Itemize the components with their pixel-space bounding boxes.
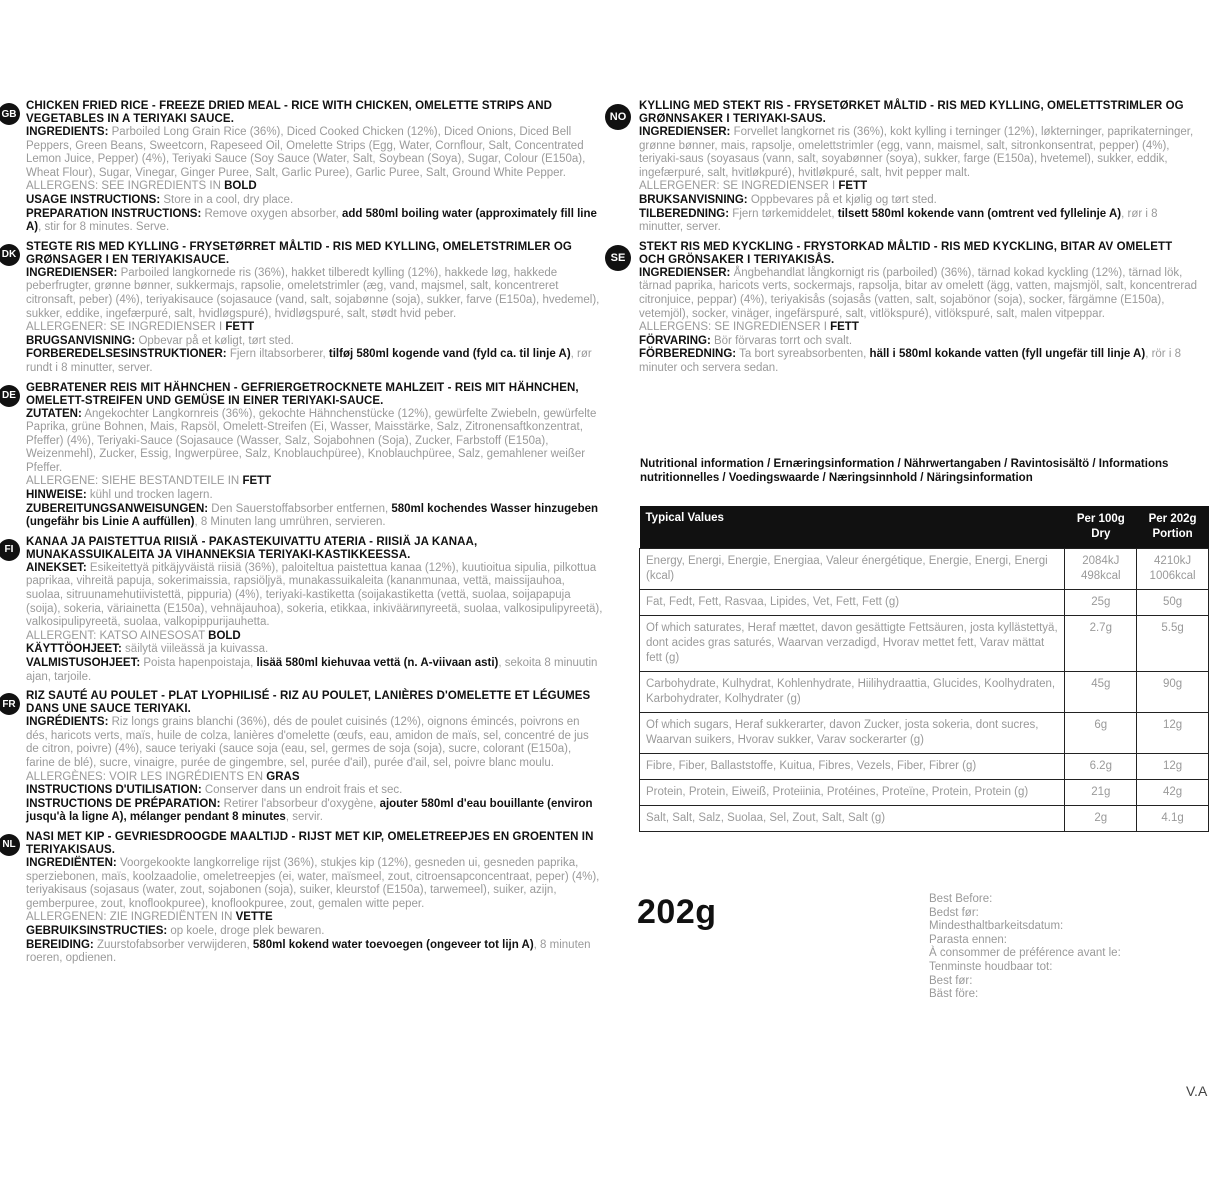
ingredients-text <box>26 408 603 476</box>
best-before-label: Bedst før: <box>929 906 979 919</box>
preparation-finish: , rør i 8 minutter, server. <box>639 207 1158 234</box>
preparation-step: Den Sauerstoffabsorber entfernen, <box>211 502 389 515</box>
usage-text <box>26 925 603 939</box>
allergens-text <box>26 321 603 335</box>
nutrition-table <box>639 506 1209 832</box>
usage-label: GEBRUIKSINSTRUCTIES: <box>26 924 168 937</box>
preparation-label: FORBEREDELSESINSTRUKTIONER: <box>26 348 227 361</box>
nutrient-per-portion: 90g <box>1137 672 1209 713</box>
preparation-step: Poista hapenpoistaja, <box>143 657 254 669</box>
best-before-label: Parasta ennen: <box>929 933 1008 946</box>
preparation-text <box>26 657 603 684</box>
allergens-emphasis: GRAS <box>266 770 300 783</box>
preparation-text <box>639 208 1200 235</box>
preparation-water-amount: häll i 580ml kokande vatten (fyll ungefär till linje A) <box>869 348 1146 361</box>
language-section-no <box>603 100 1200 235</box>
language-section-dk <box>0 241 603 376</box>
ingredients-label: INGREDIENSER: <box>639 126 731 138</box>
allergens-note: ALLERGENS: SEE INGREDIENTS IN <box>26 180 221 193</box>
preparation-step: Retirer l'absorbeur d'oxygène, <box>223 797 377 810</box>
usage-instructions: säilytä viileässä ja kuivassa. <box>125 643 269 656</box>
best-before-label: Mindesthaltbarkeitsdatum: <box>929 920 1064 933</box>
allergens-text <box>26 475 603 489</box>
allergens-emphasis: FETT <box>830 321 859 334</box>
preparation-label: BEREIDING: <box>26 938 94 951</box>
ingredients-list: Parboiled Long Grain Rice (36%), Diced Cooked Chicken (12%), Diced Onions, Diced Bell Peppers, Green Beans, Sweetcorn, Rapeseed Oil, Omelette Strips (Egg, Water, Cornflour, Salt, Concentrated Lemon Juice, Pepper) (4%), Teriyaki Sauce (Soy Sauce (Water, Salt, Soybean (Soya), Sugar, Colour (E150a), Wheat Flour), Sugar, Vinegar, Ginger Puree, Salt, Garlic Puree), Garlic Puree, Salt, Ground White Pepper. <box>26 126 586 179</box>
nutrition-header-row <box>640 506 1209 549</box>
allergens-text <box>639 180 1200 194</box>
product-title: STEGTE RIS MED KYLLING - FRYSETØRRET MÅLTID - RIS MED KYLLING, OMELETSTRIMLER OG GRØNSAGER I EN TERIYAKISAUCE. <box>26 240 572 266</box>
ingredients-list: Parboiled langkornede ris (36%), hakket tilberedt kylling (12%), hakkede løg, hakkede peberfrugter, grønne bønner, sukkermajs, rapsolie, omeletstrimler (æg, vand, majsmel, salt, koncentreret citronsaft, peber) (4%), teriyakisauce (sojasauce (vand, salt, sojabønne (soja), sukker, farve (E150a), hvedemel), sukker, eddike, ingefærpuré, salt, hvidløgspuré), hvidløgspuré, salt, stødt hvid peber. <box>26 266 600 320</box>
language-section-gb <box>0 100 603 235</box>
ingredients-list: Angekochter Langkornreis (36%), gekochte Hähnchenstücke (12%), gewürfelte Zwiebeln, gewürfelte Paprika, grüne Bohnen, Mais, Rapsöl, Omelett-Streifen (Ei, Wasser, Maisstärke, Salz, Zitronensaftkonzentrat, Pfeffer) (4%), Teriyaki-Sauce (Sojasauce (Wasser, Salz, Sojabohnen (Soja), Zucker, Farbstoff (E150a), Weizenmehl), Zucker, Essig, Ingwerpüree, Salz, Knoblauchpüree), Knoblauchpüree, Salz, gemahlener weißer Pfeffer. <box>26 407 597 474</box>
ingredients-label: INGREDIENSER: <box>26 266 118 279</box>
ingredients-text <box>26 716 603 770</box>
nutrition-row <box>640 549 1209 590</box>
corner-text: V.A <box>1186 1083 1208 1099</box>
per-portion-header: Per 202g Portion <box>1137 506 1209 549</box>
usage-instructions: Bör förvaras torrt och svalt. <box>713 334 853 347</box>
nutrient-label: Of which saturates, Heraf mættet, davon gesättigte Fettsäuren, josta kyllästettyä, dont acides gras saturés, Waarvan verzadigd, Hvorav mettet fett, Varav mättat fett (g) <box>640 616 1065 672</box>
nutrition-row <box>640 754 1209 780</box>
allergens-text <box>26 911 603 925</box>
nutrient-per-portion: 42g <box>1137 780 1209 806</box>
nutrient-per-100g: 25g <box>1065 590 1137 616</box>
allergens-emphasis: FETT <box>242 475 272 488</box>
preparation-step: Fjern iltabsorberer, <box>229 348 326 361</box>
usage-instructions: kühl und trocken lagern. <box>89 489 213 502</box>
ingredients-label: INGREDIENTS: <box>26 126 109 138</box>
product-title: CHICKEN FRIED RICE - FREEZE DRIED MEAL - RICE WITH CHICKEN, OMELETTE STRIPS AND VEGETABLES IN A TERIYAKI SAUCE. <box>26 100 553 125</box>
best-before-label: Bäst före: <box>929 988 979 1001</box>
allergens-note: ALLERGENER: SE INGREDIENSER I <box>639 180 836 193</box>
nutrition-heading: Nutritional information / Ernæringsinformation / Nährwertangaben / Ravintosisältö / Informations nutritionnelles / Voedingswaarde / Næringsinnhold / Näringsinformation <box>640 458 1169 484</box>
nutrition-row <box>640 713 1209 754</box>
ingredients-text <box>26 126 603 180</box>
ingredients-text <box>26 267 603 321</box>
allergens-note: ALLERGÈNES: VOIR LES INGRÉDIENTS EN <box>26 770 264 783</box>
preparation-water-amount: 580ml kochendes Wasser hinzugeben (ungefähr bis Linie A auffüllen) <box>26 502 599 529</box>
nutrient-label: Of which sugars, Heraf sukkerarter, davon Zucker, josta sokeria, dont sucres, Waarvan suikers, Hvorav sukker, Varav sockerarter (g) <box>640 713 1065 754</box>
preparation-water-amount: ajouter 580ml d'eau bouillante (environ jusqu'à la ligne A), mélanger pendant 8 minutes <box>26 797 593 824</box>
preparation-finish: , rør rundt i 8 minutter, server. <box>26 348 592 374</box>
preparation-text <box>26 503 603 530</box>
preparation-text <box>26 348 603 375</box>
nutrient-per-100g: 45g <box>1065 672 1137 713</box>
allergens-emphasis: FETT <box>838 180 868 193</box>
usage-instructions: Conserver dans un endroit frais et sec. <box>204 784 403 797</box>
preparation-text <box>26 939 603 966</box>
left-column <box>0 100 603 972</box>
preparation-step: Remove oxygen absorber, <box>204 207 339 220</box>
nutrient-label: Protein, Protein, Eiweiß, Proteiinia, Protéines, Proteïne, Protein, Protein (g) <box>640 780 1065 806</box>
usage-text <box>26 335 603 349</box>
usage-text <box>26 643 603 657</box>
usage-instructions: Oppbevares på et kjølig og tørt sted. <box>750 193 937 206</box>
nutrient-label: Fibre, Fiber, Ballaststoffe, Kuitua, Fibres, Vezels, Fiber, Fibrer (g) <box>640 754 1065 780</box>
preparation-finish: , 8 Minuten lang umrühren, servieren. <box>194 516 386 529</box>
preparation-text <box>26 208 603 235</box>
usage-label: BRUGSANVISNING: <box>26 334 136 347</box>
country-code-badge: FI <box>0 539 20 561</box>
allergens-emphasis: FETT <box>225 321 255 334</box>
ingredients-label: INGRÉDIENTS: <box>26 716 109 729</box>
preparation-label: INSTRUCTIONS DE PRÉPARATION: <box>26 797 221 810</box>
preparation-label: ZUBEREITUNGSANWEISUNGEN: <box>26 502 209 515</box>
nutrient-per-portion: 4210kJ 1006kcal <box>1137 549 1209 590</box>
product-title: STEKT RIS MED KYCKLING - FRYSTORKAD MÅLTID - RIS MED KYCKLING, BITAR AV OMELETT OCH GRÖNSAKER I TERIYAKISÅS. <box>639 240 1173 266</box>
preparation-text <box>639 348 1200 375</box>
preparation-water-amount: tilsett 580ml kokende vann (omtrent ved fyllelinje A) <box>837 207 1122 220</box>
nutrient-per-portion: 50g <box>1137 590 1209 616</box>
preparation-water-amount: add 580ml boiling water (approximately fill line A) <box>26 207 597 234</box>
nutrient-per-100g: 6.2g <box>1065 754 1137 780</box>
ingredients-label: AINEKSET: <box>26 561 87 574</box>
preparation-step: Zuurstofabsorber verwijderen, <box>96 938 250 951</box>
per-100g-header: Per 100g Dry <box>1065 506 1137 549</box>
ingredients-list: Forvellet langkornet ris (36%), kokt kylling i terninger (12%), løkterninger, paprikaterninger, grønne bønner, mais, rapsolje, omelettstrimler (egg, vann, maismel, salt, sitronkonsentrat, pepper) (4%), teriyaki-saus (soyasaus (vann, salt, soyabønner (soya), sukker, farge (E150a), hvetemel), sukker, eddik, ingefærpuré, salt, hvitløkpuré), hvitløkpuré, salt, hvit pepper malt. <box>639 126 1194 179</box>
typical-values-header: Typical Values <box>640 506 1065 549</box>
nutrient-per-100g: 2084kJ 498kcal <box>1065 549 1137 590</box>
allergens-note: ALLERGENS: SE INGREDIENSER I <box>639 321 827 334</box>
preparation-step: Fjern tørkemiddelet, <box>732 207 835 220</box>
product-title: KYLLING MED STEKT RIS - FRYSETØRKET MÅLTID - RIS MED KYLLING, OMELETTSTRIMLER OG GRØNNSAKER I TERIYAKI-SAUS. <box>639 100 1184 125</box>
usage-text <box>26 489 603 503</box>
usage-instructions: Store in a cool, dry place. <box>163 193 294 206</box>
allergens-note: ALLERGENT: KATSO AINESOSAT <box>26 629 205 642</box>
product-title: RIZ SAUTÉ AU POULET - PLAT LYOPHILISÉ - RIZ AU POULET, LANIÈRES D'OMELETTE ET LÉGUMES DANS UNE SAUCE TERIYAKI. <box>26 690 591 716</box>
ingredients-label: INGREDIENSER: <box>639 266 731 279</box>
usage-label: BRUKSANVISNING: <box>639 193 748 206</box>
ingredients-label: INGREDIËNTEN: <box>26 856 117 869</box>
best-before-label: Best Before: <box>929 893 993 905</box>
ingredients-list: Esikeitettyä pitkäjyväistä riisiä (36%), paloiteltua paistettua kanaa (12%), kuutioitua sipulia, pilkottua paprikaa, vihreitä papuja, sokerimaissia, rapsiöljyä, munakassuikaleita (kananmunaa, vettä, maissijauhoa, suolaa, sitruunamehutiivistettä, pippuria) (4%), teriyaki-kastiketta (soijakastiketta (vettä, suolaa, soijapapuja (soija), sokeria, väriainetta (E150a), vehnäjauhoa), sokeria, etikkaa, inkiväärипyreetä, suolaa, valkosipulipyreetä), valkosipulipyreetä, suolaa, valkopippurijauhetta. <box>26 561 603 629</box>
preparation-water-amount: tilføj 580ml kogende vand (fyld ca. til linje A) <box>328 348 571 361</box>
country-code-badge: FR <box>0 693 20 715</box>
nutrition-row <box>640 780 1209 806</box>
country-code-badge: SE <box>605 245 631 271</box>
best-before-list <box>929 893 1121 1002</box>
preparation-water-amount: 580ml kokend water toevoegen (ongeveer tot lijn A) <box>252 938 534 951</box>
preparation-text <box>26 798 603 825</box>
preparation-finish: , servir. <box>285 811 323 824</box>
language-section-fi <box>0 536 603 684</box>
usage-instructions: Opbevar på et køligt, tørt sted. <box>138 334 294 347</box>
nutrient-label: Salt, Salt, Salz, Suolaa, Sel, Zout, Salt, Salt (g) <box>640 806 1065 832</box>
ingredients-text <box>26 857 603 911</box>
preparation-finish: , stir for 8 minutes. Serve. <box>38 221 170 234</box>
language-section-nl <box>0 831 603 966</box>
product-title: KANAA JA PAISTETTUA RIISIÄ - PAKASTEKUIVATTU ATERIA - RIISIÄ JA KANAA, MUNAKASSUIKALEITA JA VIHANNEKSIA TERIYAKI-KASTIKKEESSA. <box>26 535 478 561</box>
allergens-emphasis: BOLD <box>224 180 257 193</box>
usage-text <box>639 194 1200 208</box>
usage-text <box>639 335 1200 349</box>
product-title: GEBRATENER REIS MIT HÄHNCHEN - GEFRIERGETROCKNETE MAHLZEIT - REIS MIT HÄHNCHEN, OMELETT-STREIFEN UND GEMÜSE IN EINER TERIYAKI-SAUCE. <box>26 381 579 407</box>
country-code-badge: DE <box>0 385 20 407</box>
best-before-label: À consommer de préférence avant le: <box>929 947 1121 960</box>
nutrient-per-100g: 2.7g <box>1065 616 1137 672</box>
preparation-finish: , sekoita 8 minuutin ajan, tarjoile. <box>26 657 598 683</box>
usage-label: KÄYTTÖOHJEET: <box>26 643 122 656</box>
nutrition-row <box>640 616 1209 672</box>
ingredients-text <box>639 267 1200 321</box>
nutrition-row <box>640 806 1209 832</box>
ingredients-list: Voorgekookte langkorrelige rijst (36%), stukjes kip (12%), gesneden ui, gesneden paprika, sperziebonen, maïs, koolzaadolie, omeletreepjes (ei, water, maïsmeel, zout, citroensapconcentraat, peper) (4%), teriyakisaus (sojasaus (water, zout, sojabonen (soja), suiker, kleurstof (E150a), tarwemeel), suiker, azijn, gemberpuree, zout, knoflookpuree), knoflookpuree, zout, gemalen witte peper. <box>26 856 600 910</box>
preparation-label: VALMISTUSOHJEET: <box>26 657 141 669</box>
allergens-note: ALLERGENER: SE INGREDIENSER I <box>26 321 223 334</box>
nutrition-row <box>640 590 1209 616</box>
product-title: NASI MET KIP - GEVRIESDROOGDE MAALTIJD - RIJST MET KIP, OMELETREEPJES EN GROENTEN IN TERIYAKISAUS. <box>26 830 594 856</box>
right-column <box>603 100 1200 382</box>
preparation-label: TILBEREDNING: <box>639 207 730 220</box>
country-code-badge: GB <box>0 103 20 125</box>
language-section-fr <box>0 690 603 825</box>
net-weight: 202g <box>637 893 717 931</box>
nutrition-row <box>640 672 1209 713</box>
preparation-step: Ta bort syreabsorbenten, <box>739 348 867 361</box>
nutrient-per-100g: 6g <box>1065 713 1137 754</box>
country-code-badge: DK <box>0 244 20 266</box>
ingredients-list: Ångbehandlat långkornigt ris (parboiled) (36%), tärnad kokad kyckling (12%), tärnad lök, tärnad paprika, haricots verts, sockermajs, rapsolja, bitar av omelett (ägg, vatten, majsmjöl, salt, koncentrerad citronjuice, peppar) (4%), teriyakisås (sojasås (vatten, salt, sojabönor (soja), socker, färgämne (E150a), vetemjöl), socker, vinäger, ingefärspuré, salt, vitlökspuré), vitlökspuré, salt, malen vitpeppar. <box>639 266 1197 320</box>
nutrient-per-portion: 5.5g <box>1137 616 1209 672</box>
preparation-water-amount: lisää 580ml kiehuvaa vettä (n. A-viivaan asti) <box>256 657 499 669</box>
nutrient-per-portion: 4.1g <box>1137 806 1209 832</box>
nutrient-label: Energy, Energi, Energie, Energiaa, Valeur énergétique, Energie, Energi, Energi (kcal) <box>640 549 1065 590</box>
usage-label: HINWEISE: <box>26 489 87 502</box>
best-before-label: Best før: <box>929 974 973 987</box>
allergens-text <box>26 630 603 644</box>
language-section-se <box>603 241 1200 376</box>
preparation-finish: , rör i 8 minuter och servera sedan. <box>639 348 1181 374</box>
usage-label: INSTRUCTIONS D'UTILISATION: <box>26 784 202 797</box>
allergens-text <box>639 321 1200 335</box>
preparation-label: PREPARATION INSTRUCTIONS: <box>26 207 202 220</box>
allergens-note: ALLERGENEN: ZIE INGREDIËNTEN IN <box>26 911 233 924</box>
language-section-de <box>0 382 603 530</box>
allergens-emphasis: VETTE <box>235 911 273 924</box>
allergens-emphasis: BOLD <box>208 629 241 642</box>
country-code-badge: NL <box>0 834 20 856</box>
usage-text <box>26 784 603 798</box>
allergens-text <box>26 771 603 785</box>
ingredients-text <box>26 562 603 630</box>
nutrient-per-100g: 2g <box>1065 806 1137 832</box>
usage-instructions: op koele, droge plek bewaren. <box>170 924 325 937</box>
preparation-label: FÖRBEREDNING: <box>639 348 737 361</box>
preparation-finish: , 8 minuten roeren, opdienen. <box>26 938 591 965</box>
ingredients-list: Riz longs grains blanchi (36%), dés de poulet cuisinés (12%), oignons émincés, poivrons en dés, haricots verts, maïs, huile de colza, lanières d'omelette (œufs, eau, amidon de maïs, sel, concentré de jus de citron, poivre) (4%), sauce teriyaki (sauce soja (eau, sel, germes de soja (soja), sucre, colorant (E150a), farine de blé), sucre, vinaigre, purée de gingembre, sel, purée d'ail), purée d'ail, sel, poivre blanc moulu. <box>26 716 589 769</box>
best-before-label: Tenminste houdbaar tot: <box>929 960 1053 973</box>
ingredients-label: ZUTATEN: <box>26 407 82 420</box>
ingredients-text <box>639 126 1200 180</box>
nutrient-per-100g: 21g <box>1065 780 1137 806</box>
usage-label: USAGE INSTRUCTIONS: <box>26 193 161 206</box>
country-code-badge: NO <box>605 104 631 130</box>
usage-text <box>26 194 603 208</box>
allergens-text <box>26 180 603 194</box>
nutrient-label: Carbohydrate, Kulhydrat, Kohlenhydrate, Hiilihydraattia, Glucides, Koolhydraten, Karbohydrater, Kolhydrater (g) <box>640 672 1065 713</box>
nutrient-label: Fat, Fedt, Fett, Rasvaa, Lipides, Vet, Fett, Fett (g) <box>640 590 1065 616</box>
usage-label: FÖRVARING: <box>639 334 711 347</box>
allergens-note: ALLERGENE: SIEHE BESTANDTEILE IN <box>26 475 240 488</box>
nutrient-per-portion: 12g <box>1137 754 1209 780</box>
nutrient-per-portion: 12g <box>1137 713 1209 754</box>
